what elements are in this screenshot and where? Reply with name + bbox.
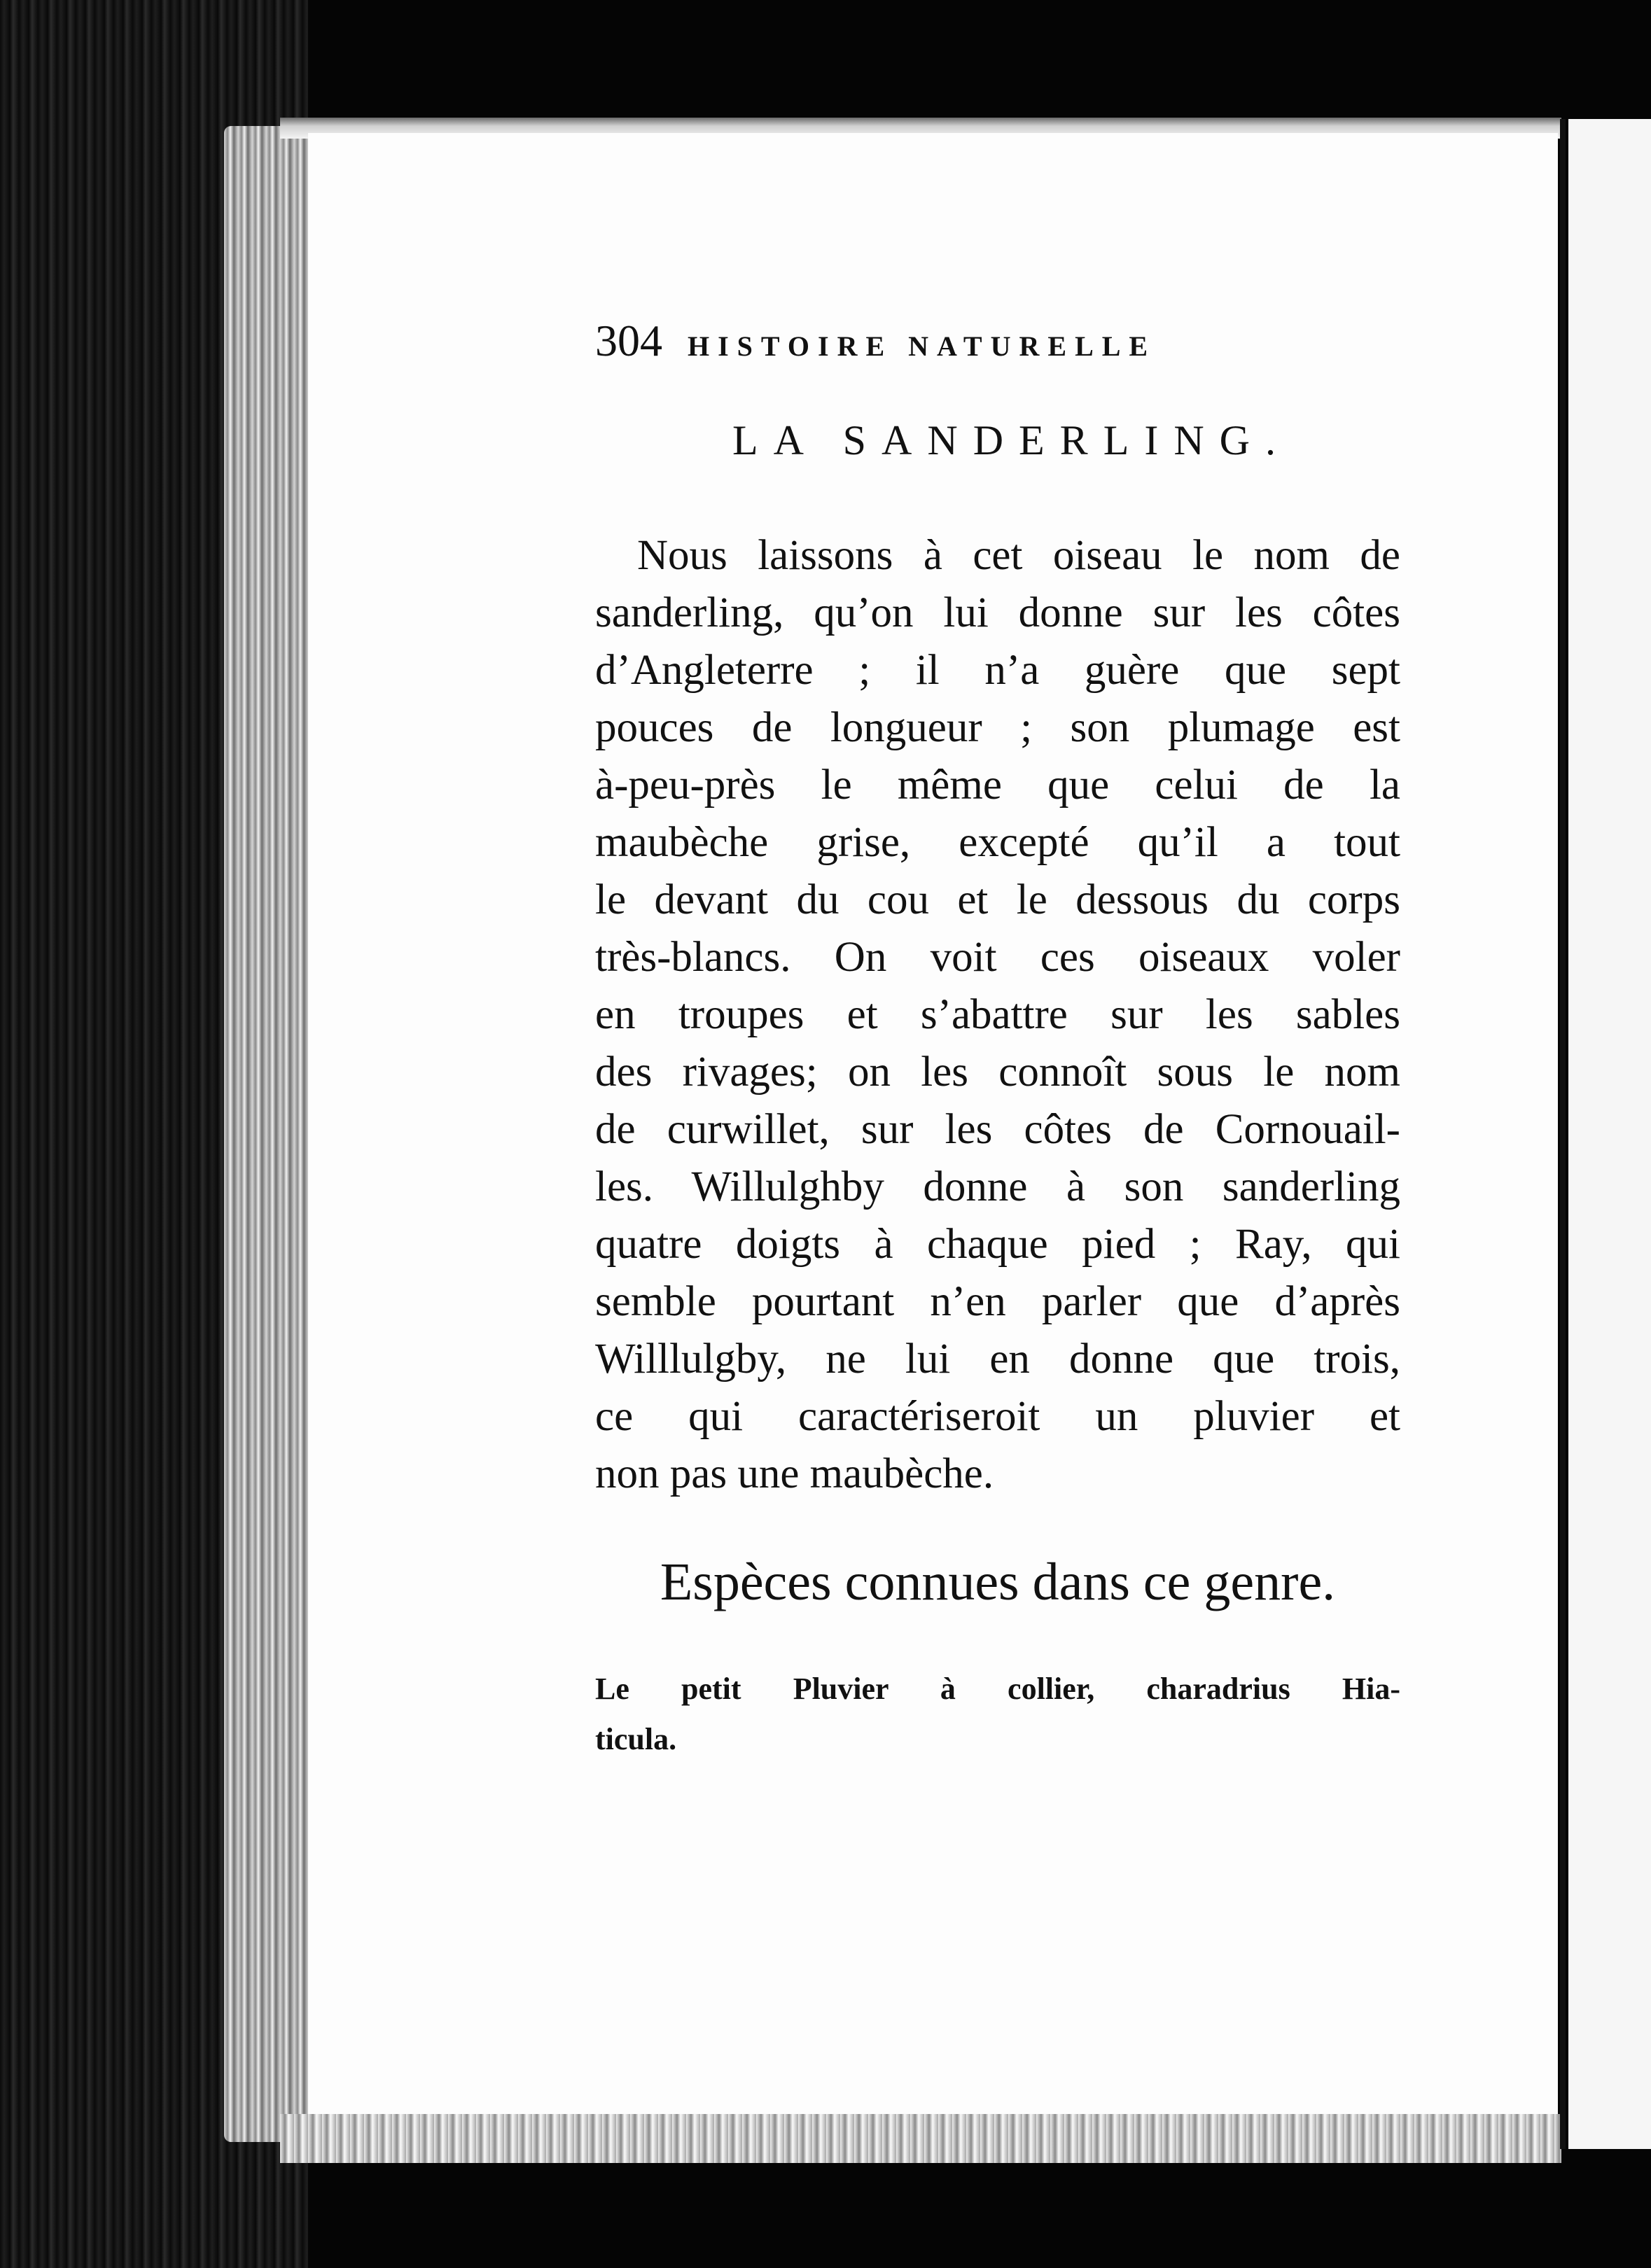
body-line [595,527,1400,584]
body-line-text: les. Willulghby donne à son sanderling [595,1163,1400,1210]
body-line-text: des rivages; on les connoît sous le nom [595,1049,1400,1096]
page-number: 304 [595,316,662,365]
text-column [595,315,1400,1765]
body-line-text: de curwillet, sur les côtes de Cornouail- [595,1106,1400,1153]
page-right-edge [1560,119,1566,2149]
body-line [595,1158,1400,1216]
species-entry-line [595,1664,1400,1714]
running-head [595,315,1400,378]
body-line-text: très-blancs. On voit ces oiseaux voler [595,934,1400,981]
section-title: Espèces connues dans ce genre. [660,1553,1336,1611]
species-entry-line [595,1714,1400,1765]
body-line-text: sanderling, qu’on lui donne sur les côtes [595,589,1400,636]
body-line-text: ce qui caractériseroit un pluvier et [595,1393,1400,1440]
page-bottom-rim [280,2114,1561,2163]
body-line-text: pouces de longueur ; son plumage est [595,704,1400,751]
body-line-text: Nous laissons à cet oiseau le nom de [637,532,1400,579]
body-line-text: maubèche grise, excepté qu’il a tout [595,819,1400,866]
body-line-text: en troupes et s’abattre sur les sables [595,991,1400,1038]
running-title: HISTOIRE NATURELLE [688,330,1157,362]
body-line-text: d’Angleterre ; il n’a guère que sept [595,647,1400,694]
body-line [595,1331,1400,1388]
body-line-text: non pas une maubèche. [595,1450,994,1497]
next-page-sliver [1568,119,1651,2149]
chapter-title: LA SANDERLING. [732,417,1291,463]
body-line [595,699,1400,757]
species-list [595,1664,1400,1765]
body-line [595,642,1400,699]
species-entry-text: ticula. [595,1722,677,1756]
body-line [595,1388,1400,1446]
body-line-text: à-peu-près le même que celui de la [595,762,1400,808]
body-line-text: le devant du cou et le dessous du corps [595,876,1400,923]
body-line-text: semble pourtant n’en parler que d’après [595,1278,1400,1325]
body-line [595,757,1400,814]
body-line [595,872,1400,929]
body-line [595,1273,1400,1331]
body-line-text: Willlulgby, ne lui en donne que trois, [595,1336,1400,1382]
page-edges [224,126,322,2142]
body-line [595,1446,1400,1503]
body-line [595,986,1400,1044]
body-line [595,1101,1400,1158]
body-line [595,1216,1400,1273]
body-paragraph [595,527,1400,1503]
body-line [595,929,1400,986]
body-line [595,584,1400,642]
body-line-text: quatre doigts à chaque pied ; Ray, qui [595,1221,1400,1268]
species-entry-text: Le petit Pluvier à collier, charadrius Hia- [595,1672,1400,1706]
body-line [595,1044,1400,1101]
body-line [595,814,1400,872]
